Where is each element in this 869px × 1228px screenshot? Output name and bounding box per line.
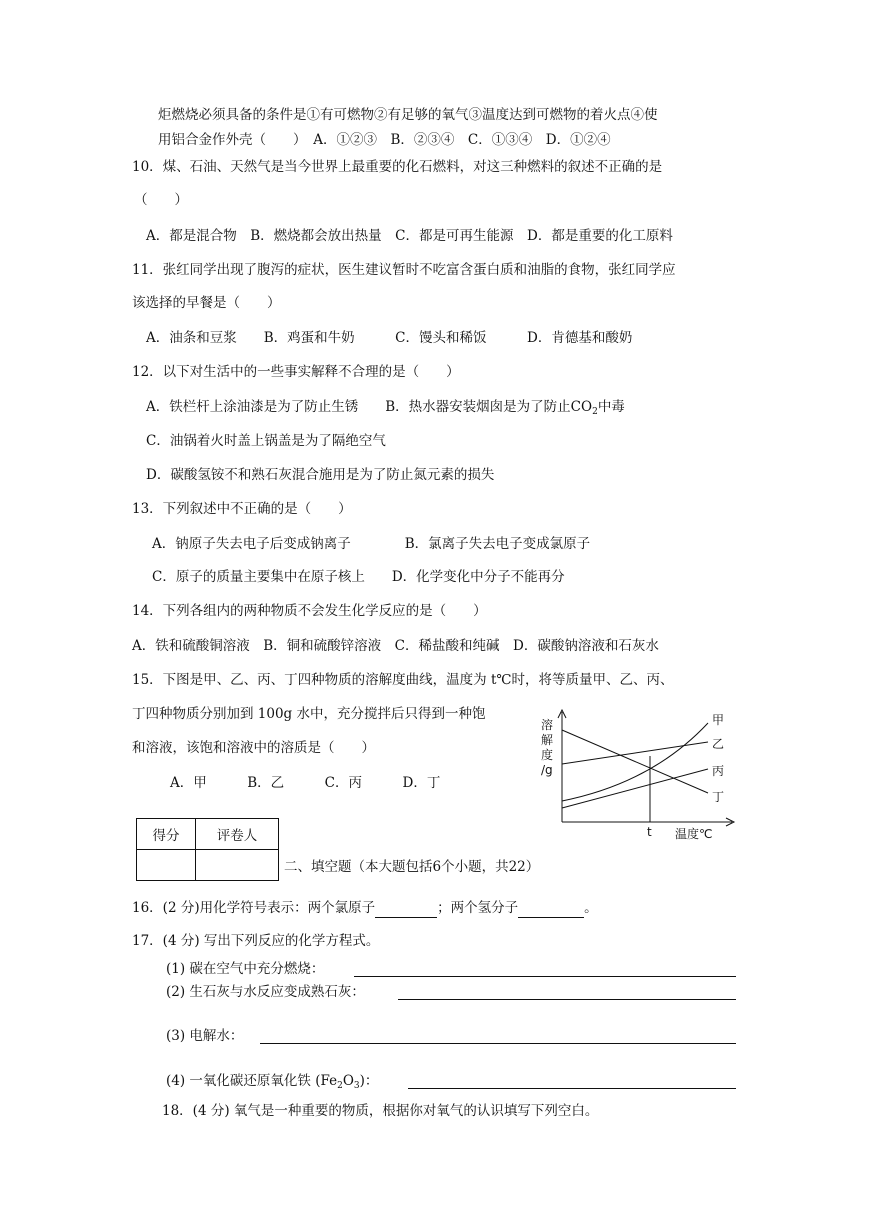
chart-axes: [558, 710, 734, 826]
q13-options-cd: C．原子的质量主要集中在原子核上 D．化学变化中分子不能再分: [152, 569, 565, 585]
q15-stem1: 15．下图是甲、乙、丙、丁四种物质的溶解度曲线，温度为 t℃时，将等质量甲、乙、丙、: [132, 672, 674, 688]
series-yi: [562, 742, 708, 764]
legend-ding: 丁: [712, 790, 725, 804]
q11-options: A．油条和豆浆 B．鸡蛋和牛奶 C．馒头和稀饭 D．肯德基和酸奶: [146, 330, 633, 346]
q16-blank-1: [375, 899, 437, 918]
series-lines: [562, 723, 708, 808]
q10-options: A．都是混合物 B．燃烧都会放出热量 C．都是可再生能源 D．都是重要的化工原料: [146, 228, 673, 244]
q11-stem1: 11．张红同学出现了腹泻的症状，医生建议暂时不吃富含蛋白质和油脂的食物，张红同学应: [132, 262, 676, 278]
q17-answer-line-2: [398, 999, 736, 1000]
legend-yi: 乙: [712, 737, 725, 751]
q15-stem3: 和溶液，该饱和溶液中的溶质是（ ）: [132, 740, 375, 756]
q17-stem: 17．(4 分) 写出下列反应的化学方程式。: [132, 933, 380, 949]
q17-part4-pre: (4) 一氧化碳还原氧化铁 (Fe: [166, 1073, 338, 1089]
legend-bing: 丙: [712, 764, 725, 778]
score-header: 得分: [137, 819, 196, 850]
q12-stem: 12．以下对生活中的一些事实解释不合理的是（ ）: [132, 364, 460, 380]
q13-stem: 13．下列叙述中不正确的是（ ）: [132, 501, 352, 517]
score-table: [136, 818, 279, 881]
q15-stem2: 丁四种物质分别加到 100g 水中，充分搅拌后只得到一种饱: [132, 706, 486, 722]
q17-part3: (3) 电解水：: [166, 1028, 244, 1044]
q16-mid: ；两个氢分子: [437, 900, 519, 916]
q17-sub-3: 3: [353, 1081, 360, 1091]
q17-answer-line-3: [260, 1043, 736, 1044]
q10-stem: 10．煤、石油、天然气是当今世界上最重要的化石燃料，对这三种燃料的叙述不正确的是: [132, 159, 663, 175]
q17-answer-line-1: [354, 976, 736, 977]
q16-blank-2: [518, 899, 584, 918]
q9-line1: 炬燃烧必须具备的条件是①有可燃物②有足够的氧气③温度达到可燃物的着火点④使: [158, 107, 658, 123]
q13-options-ab: A．钠原子失去电子后变成钠离子 B．氯离子失去电子变成氯原子: [152, 536, 591, 552]
q16-end: 。: [584, 900, 598, 916]
legend-jia: 甲: [712, 713, 725, 727]
y-label-1: 溶: [541, 718, 554, 732]
q14-stem: 14．下列各组内的两种物质不会发生化学反应的是（ ）: [132, 603, 487, 619]
q17-part2: (2) 生石灰与水反应变成熟石灰：: [166, 984, 365, 1000]
section2-title: 二、填空题（本大题包括6个小题，共22）: [284, 859, 540, 875]
q12-option-c: C．油锅着火时盖上锅盖是为了隔绝空气: [146, 433, 386, 449]
q10-paren: （ ）: [134, 192, 188, 208]
grader-header: 评卷人: [196, 819, 279, 850]
q12-options-ab-text: A．铁栏杆上涂油漆是为了防止生锈 B．热水器安装烟囱是为了防止CO: [146, 399, 593, 415]
solubility-chart: [532, 708, 742, 843]
score-cell: [137, 850, 196, 881]
q12-sub-2: 2: [592, 407, 598, 417]
q9-line2: 用铝合金作外壳（ ） A．①②③ B．②③④ C．①③④ D．①②④: [158, 132, 611, 148]
x-axis-label: 温度℃: [675, 827, 713, 841]
grader-cell: [196, 850, 279, 881]
y-label-2: 解: [541, 733, 554, 747]
q15-options: A．甲 B．乙 C．丙 D．丁: [170, 775, 441, 791]
q17-answer-line-4: [408, 1088, 736, 1089]
q12-options-ab-end: 中毒: [597, 399, 625, 415]
y-label-3: 度: [541, 748, 554, 762]
y-axis-label: [541, 717, 553, 777]
q17-part4: [166, 1072, 378, 1095]
q11-stem2: 该选择的早餐是（ ）: [132, 295, 281, 311]
q16-line: [132, 899, 598, 918]
y-label-4: /g: [541, 763, 553, 777]
q18-stem: 18．(4 分) 氧气是一种重要的物质，根据你对氧气的认识填写下列空白。: [162, 1103, 599, 1119]
q16-pre: 16．(2 分)用化学符号表示：两个氯原子: [132, 900, 376, 916]
q12-options-ab: [146, 398, 625, 421]
q17-part4-o: O: [342, 1073, 354, 1089]
x-tick-t: t: [647, 825, 652, 839]
q17-sub-2: 2: [337, 1081, 343, 1091]
q12-option-d: D．碳酸氢铵不和熟石灰混合施用是为了防止氮元素的损失: [146, 467, 495, 483]
q17-part4-post: )：: [359, 1073, 379, 1089]
q14-options: A．铁和硫酸铜溶液 B．铜和硫酸锌溶液 C．稀盐酸和纯碱 D．碳酸钠溶液和石灰水: [132, 638, 659, 654]
series-ding: [562, 730, 708, 793]
q17-part1: (1) 碳在空气中充分燃烧：: [166, 961, 325, 977]
series-bing: [562, 769, 708, 808]
